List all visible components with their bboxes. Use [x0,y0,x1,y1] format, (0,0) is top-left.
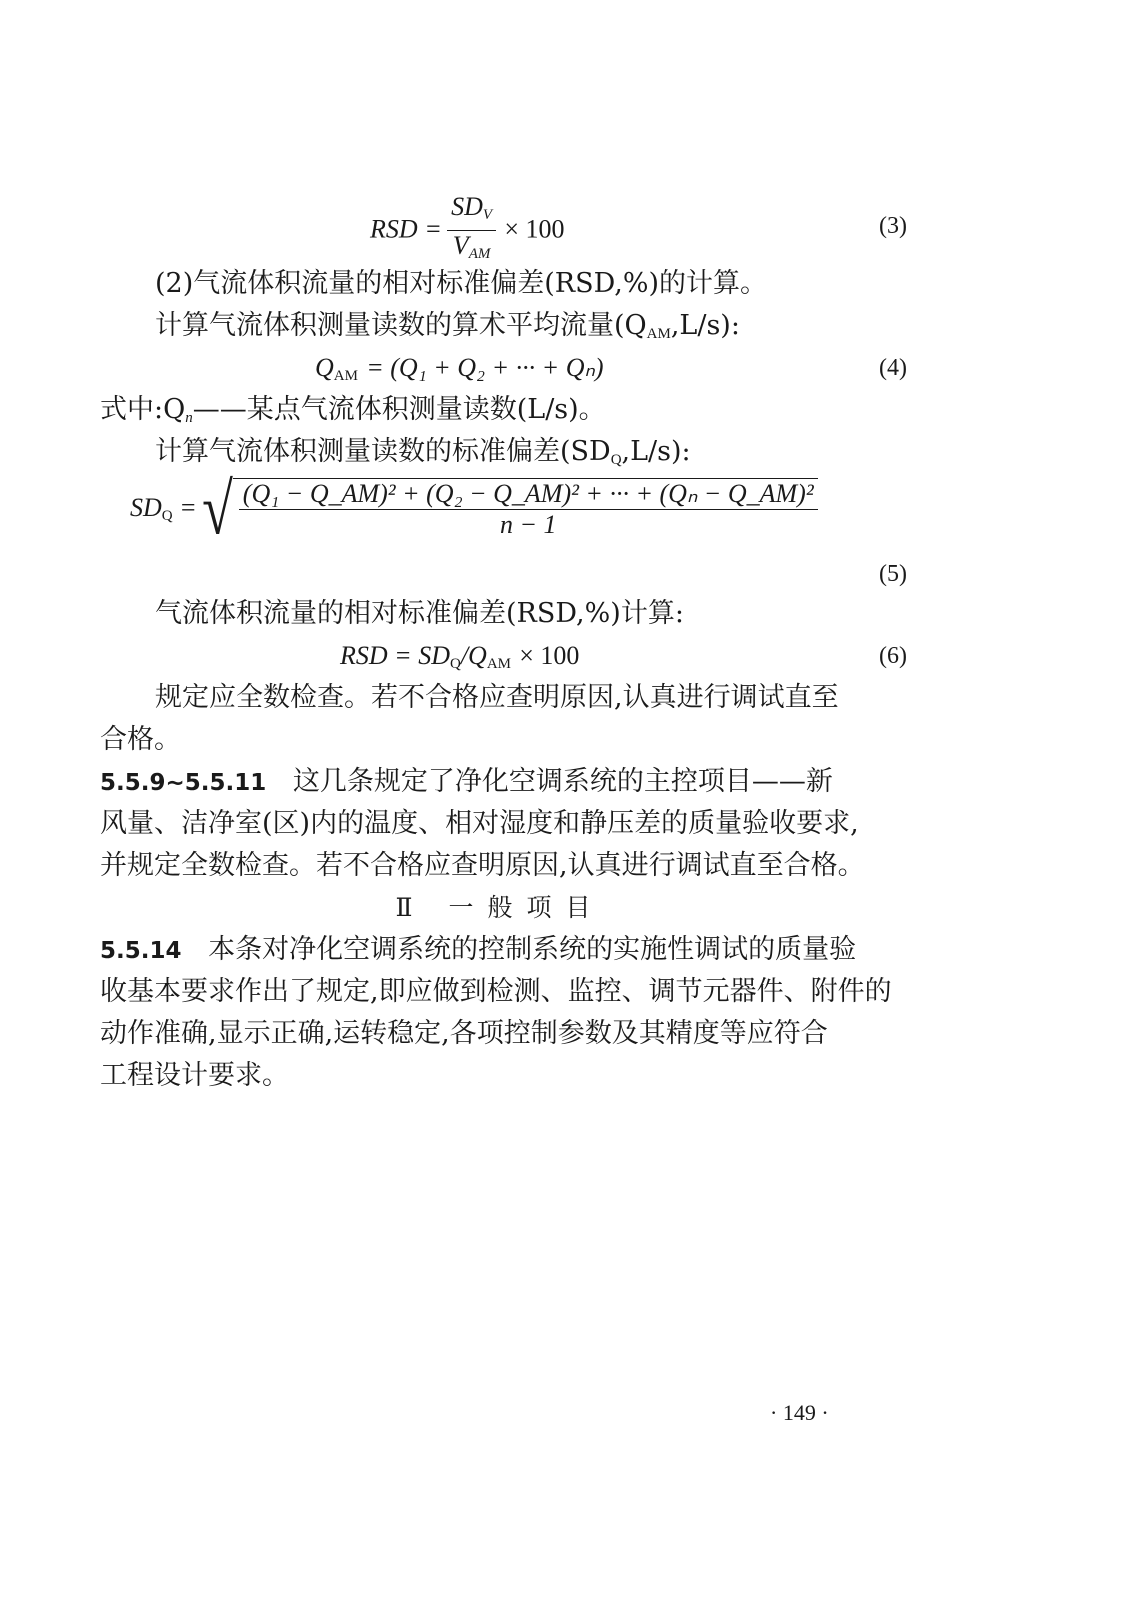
eq5-lhs: SD [130,493,162,522]
eq6-text: RSD = SD [340,641,450,670]
paragraph-inspect-line1: 规定应全数检查。若不合格应查明原因,认真进行调试直至 [155,682,839,713]
eq5-lhs-sub: Q [161,508,173,524]
section-559-label: 5.5.9~5.5.11 [100,770,267,796]
paragraph-where [100,392,606,436]
section-5514-line4: 工程设计要求。 [100,1060,289,1091]
eq3-number: (3) [879,213,907,239]
section-559-line2: 风量、洁净室(区)内的温度、相对湿度和静压差的质量验收要求, [100,808,859,839]
eq3-lhs: RSD [370,214,418,244]
equation-6 [340,638,579,682]
section-5514-line2: 收基本要求作出了规定,即应做到检测、监控、调节元器件、附件的 [100,976,892,1007]
eq4-number: (4) [879,355,907,381]
eq4-lhs: Q [315,353,334,382]
eq5-fraction [239,479,818,540]
section-5514-label: 5.5.14 [100,938,182,964]
eq5-numerator: (Q₁ − Q_AM)² + (Q₂ − Q_AM)² + ··· + (Qₙ − Q_AM)² [239,479,818,510]
eq6-sub2: AM [486,656,511,672]
section-5514-text1: 本条对净化空调系统的控制系统的实施性调试的质量验 [208,934,857,965]
p3-text-a: 式中:Q [100,394,186,425]
section-559-text1: 这几条规定了净化空调系统的主控项目——新 [292,766,833,797]
section-5514-line1 [100,932,856,969]
eq5-denominator: n − 1 [499,510,557,539]
eq5-number: (5) [879,561,907,587]
p2-sub: AM [646,326,671,342]
eq3-num-sub: V [482,207,493,223]
page-number: · 149 · [770,1400,829,1425]
eq3-numerator: SD [451,192,483,221]
eq3-tail: × 100 [504,214,565,244]
eq6-tail: × 100 [519,641,580,670]
p2-tail: ,L/s): [670,310,740,341]
eq3-fraction [447,192,496,269]
section-heading-general: Ⅱ 一般项目 [395,893,605,922]
paragraph-std-dev [155,434,691,478]
section-559-line3: 并规定全数检查。若不合格应查明原因,认真进行调试直至合格。 [100,850,865,881]
equation-4 [315,350,603,394]
eq3-den-sub: AM [468,246,491,262]
equation-5: $SD_Q$ = √ $\frac{\text{(Q₁ − Q\_AM)² + (Q₂ − Q\_AM)² + ··· + (Qₙ − Q\_AM)²}}{n - 1}$ [130,478,818,540]
paragraph-rsd-calc: 气流体积流量的相对标准偏差(RSD,%)计算: [155,598,684,629]
p3-sub: n [185,410,193,426]
eq5-sqrt: √ $\frac{\text{(Q₁ − Q\_AM)² + (Q₂ − Q\_AM)² + ··· + (Qₙ − Q\_AM)²}}{n - 1}$ [202,478,818,540]
eq4-rhs: = (Q₁ + Q₂ + ··· + Qₙ) [366,353,604,382]
paragraph-inspect-line2: 合格。 [100,724,181,755]
paragraph-rsd-title: (2)气流体积流量的相对标准偏差(RSD,%)的计算。 [155,268,768,299]
equation-3: RSD = $\frac{SD_V}{V_{AM}}$ × 100 [370,192,565,269]
eq6-mid: /Q [460,641,487,670]
section-559-line1 [100,764,833,801]
p4-text-a: 计算气流体积测量读数的标准偏差(SD [155,436,611,467]
section-5514-line3: 动作准确,显示正确,运转稳定,各项控制参数及其精度等应符合 [100,1018,828,1049]
eq6-sub1: Q [449,656,461,672]
eq6-number: (6) [879,643,907,669]
eq4-lhs-sub: AM [333,368,358,384]
p4-text-b: ,L/s): [621,436,691,467]
p3-text-b: ——某点气流体积测量读数(L/s)。 [192,394,606,425]
paragraph-mean-flow [155,308,740,352]
eq3-denominator: V [452,231,469,260]
p2-text: 计算气流体积测量读数的算术平均流量(Q [155,310,647,341]
p4-sub: Q [610,452,622,468]
